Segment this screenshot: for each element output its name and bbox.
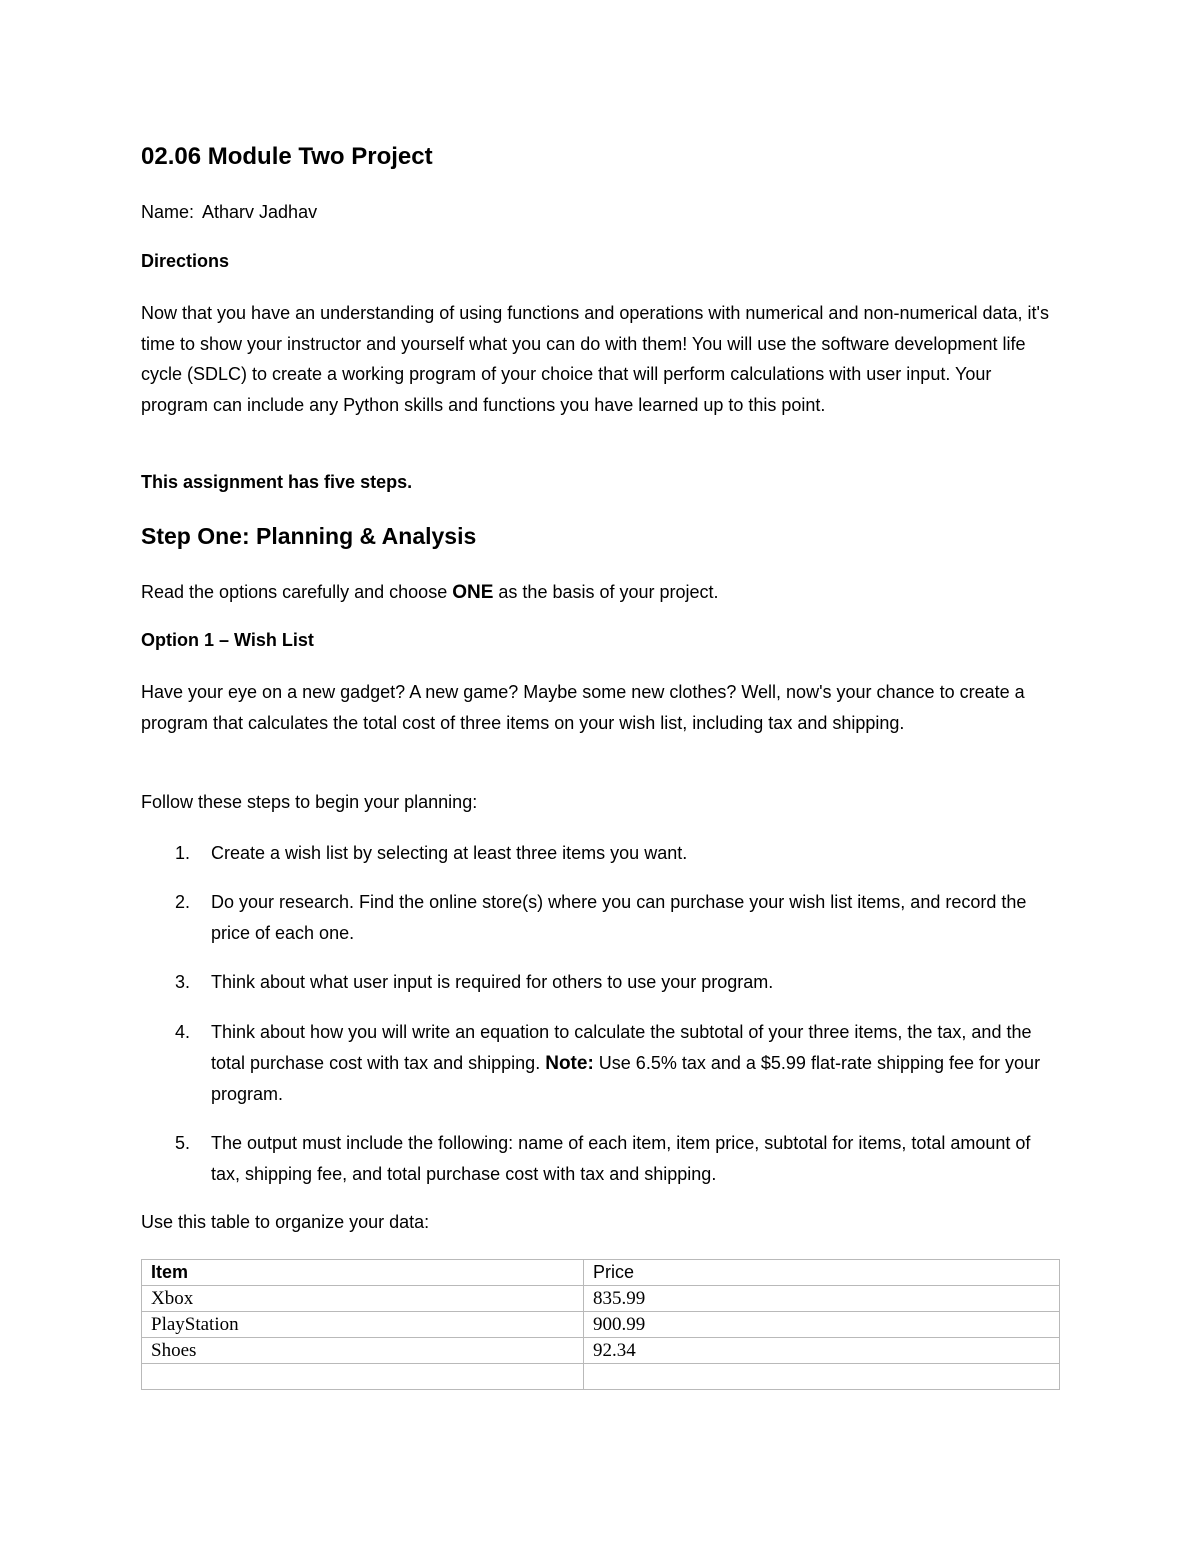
read-after: as the basis of your project.: [498, 582, 719, 602]
list-number: 1.: [175, 843, 191, 863]
name-value: Atharv Jadhav: [202, 202, 318, 222]
five-steps-note: This assignment has five steps.: [141, 472, 413, 492]
table-cell-item: Shoes: [142, 1338, 584, 1364]
list-number: 3.: [175, 972, 191, 992]
table-cell-item: [142, 1364, 584, 1390]
column-header-item: Item: [142, 1260, 584, 1286]
table-row: [142, 1312, 1060, 1338]
read-options-text: [141, 577, 1056, 609]
document-title: 02.06 Module Two Project: [141, 143, 433, 170]
list-text: Do your research. Find the online store(s) where you can purchase your wish list items, and record the price of each one.: [211, 892, 1027, 943]
list-item: [141, 1128, 1056, 1189]
list-item: [141, 838, 1056, 869]
list-number: 2.: [175, 892, 191, 912]
table-intro-text: Use this table to organize your data:: [141, 1212, 430, 1232]
list-item: [141, 1017, 1056, 1110]
table-cell-price: 835.99: [584, 1286, 1060, 1312]
list-text: The output must include the following: name of each item, item price, subtotal for items, total amount of tax, shipping fee, and total purchase cost with tax and shipping.: [211, 1133, 1031, 1184]
list-text: Think about what user input is required for others to use your program.: [211, 972, 774, 992]
table-cell-item: PlayStation: [142, 1312, 584, 1338]
name-line: [141, 202, 317, 223]
name-label: Name:: [141, 202, 195, 222]
table-row: [142, 1338, 1060, 1364]
note-label: Note:: [545, 1052, 594, 1074]
column-header-price: Price: [584, 1260, 1060, 1286]
list-item: [141, 887, 1056, 948]
step-one-heading: Step One: Planning & Analysis: [141, 523, 477, 549]
list-text: Create a wish list by selecting at least three items you want.: [211, 843, 688, 863]
note-text: Use 6.5% tax and a $5.99 flat-rate shipping fee for your program.: [211, 1052, 1041, 1104]
wish-list-table: [141, 1259, 1060, 1390]
list-number: 4.: [175, 1022, 191, 1042]
list-number: 5.: [175, 1133, 191, 1153]
table-row: [142, 1364, 1060, 1390]
table-cell-item: Xbox: [142, 1286, 584, 1312]
list-text: Think about how you will write an equation to calculate the subtotal of your three items, the tax, and the total purchase cost with tax and shipping.: [211, 1022, 1032, 1073]
list-text-with-note: [211, 1017, 1051, 1110]
read-before: Read the options carefully and choose: [141, 582, 448, 602]
list-item: [141, 967, 1056, 998]
table-cell-price: 900.99: [584, 1312, 1060, 1338]
intro-paragraph: Now that you have an understanding of using functions and operations with numerical and non-numerical data, it's time to show your instructor and yourself what you can do with them! You will use the software development life cycle (SDLC) to create a working program of your choice that will perform calculations with user input. Your program can include any Python skills and functions you have learned up to this point.: [141, 303, 1049, 415]
table-row: [142, 1286, 1060, 1312]
table-cell-price: [584, 1364, 1060, 1390]
option-paragraph: Have your eye on a new gadget? A new game? Maybe some new clothes? Well, now's your chance to create a program that calculates the total cost of three items on your wish list, including tax and shipping.: [141, 682, 1025, 733]
directions-heading: Directions: [141, 251, 230, 271]
table-cell-price: 92.34: [584, 1338, 1060, 1364]
read-one-emphasis: ONE: [452, 582, 494, 603]
option-heading: Option 1 – Wish List: [141, 630, 314, 650]
follow-steps-text: Follow these steps to begin your planning:: [141, 792, 478, 812]
table-header-row: [142, 1260, 1060, 1286]
